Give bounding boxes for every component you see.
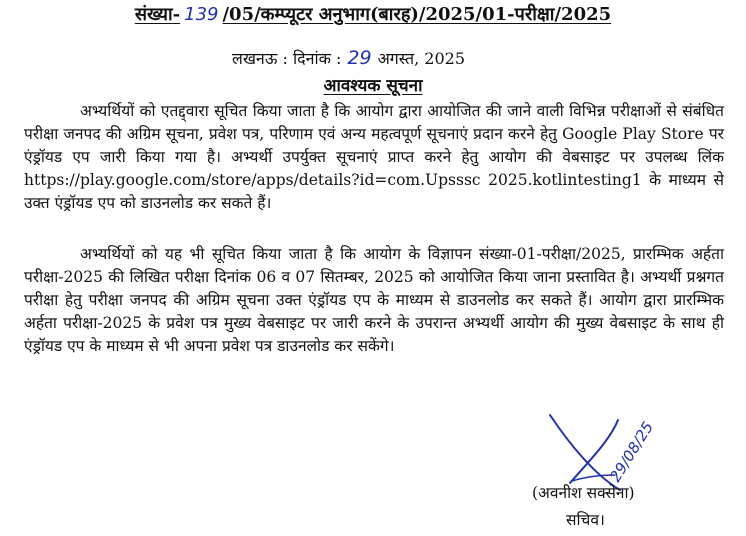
dateline xyxy=(232,47,465,69)
reference-number-handwritten: 139 xyxy=(184,4,219,25)
signatory-designation: सचिव। xyxy=(566,511,605,529)
notice-heading: आवश्यक सूचना xyxy=(323,76,423,96)
paragraph-1-text: अभ्यर्थियों को एतद्द्वारा सूचित किया जाता है कि आयोग द्वारा आयोजित की जाने वाली विभिन्न परीक्षाओं से संबंधित परीक्षा जनपद की अग्रिम सूचना, प्रवेश पत्र, परिणाम एवं अन्य महत्वपूर्ण सूचनाएं प्रदान करने हेतु Google Play Store पर एंड्रॉयड एप जारी किया गया है। अभ्यर्थी उपर्युक्त सूचनाएं प्राप्त करने हेतु आयोग की वेबसाइट पर उपलब्ध लिंक https://play.google.com/store/apps/details?id=com.Upsssc 2025.kotlintesting1 के माध्यम से उक्त एंड्रॉयड एप को डाउनलोड कर सकते हैं। xyxy=(24,102,724,212)
dateline-day-handwritten: 29 xyxy=(347,47,372,69)
paragraph-2 xyxy=(24,243,724,358)
reference-prefix: संख्या- xyxy=(134,4,181,25)
dateline-month-year: अगस्त, 2025 xyxy=(377,49,466,68)
paragraph-1 xyxy=(24,100,724,215)
signatory-name: (अवनीश सक्सेना) xyxy=(532,484,635,502)
paragraph-2-text: अभ्यर्थियों को यह भी सूचित किया जाता है कि आयोग के विज्ञापन संख्या-01-परीक्षा/2025, प्रारम्भिक अर्हता परीक्षा-2025 की लिखित परीक्षा दिनांक 06 व 07 सितम्बर, 2025 को आयोजित किया जाना प्रस्तावित है। अभ्यर्थी प्रश्नगत परीक्षा हेतु परीक्षा जनपद की अग्रिम सूचना उक्त एंड्रॉयड एप के माध्यम से डाउनलोड कर सकते हैं। आयोग द्वारा प्रारम्भिक अर्हता परीक्षा-2025 के प्रवेश पत्र मुख्य वेबसाइट पर जारी करने के उपरान्त अभ्यर्थी आयोग की मुख्य वेबसाइट के साथ ही एंड्रॉयड एप के माध्यम से भी अपना प्रवेश पत्र डाउनलोड कर सकेंगे। xyxy=(24,245,724,355)
signature-date-handwritten: 29/08/25 xyxy=(606,418,658,486)
dateline-place: लखनऊ : दिनांक : xyxy=(232,49,342,68)
reference-suffix: /05/कम्प्यूटर अनुभाग(बारह)/2025/01-परीक्षा/2025 xyxy=(222,4,612,25)
reference-line xyxy=(0,2,746,26)
